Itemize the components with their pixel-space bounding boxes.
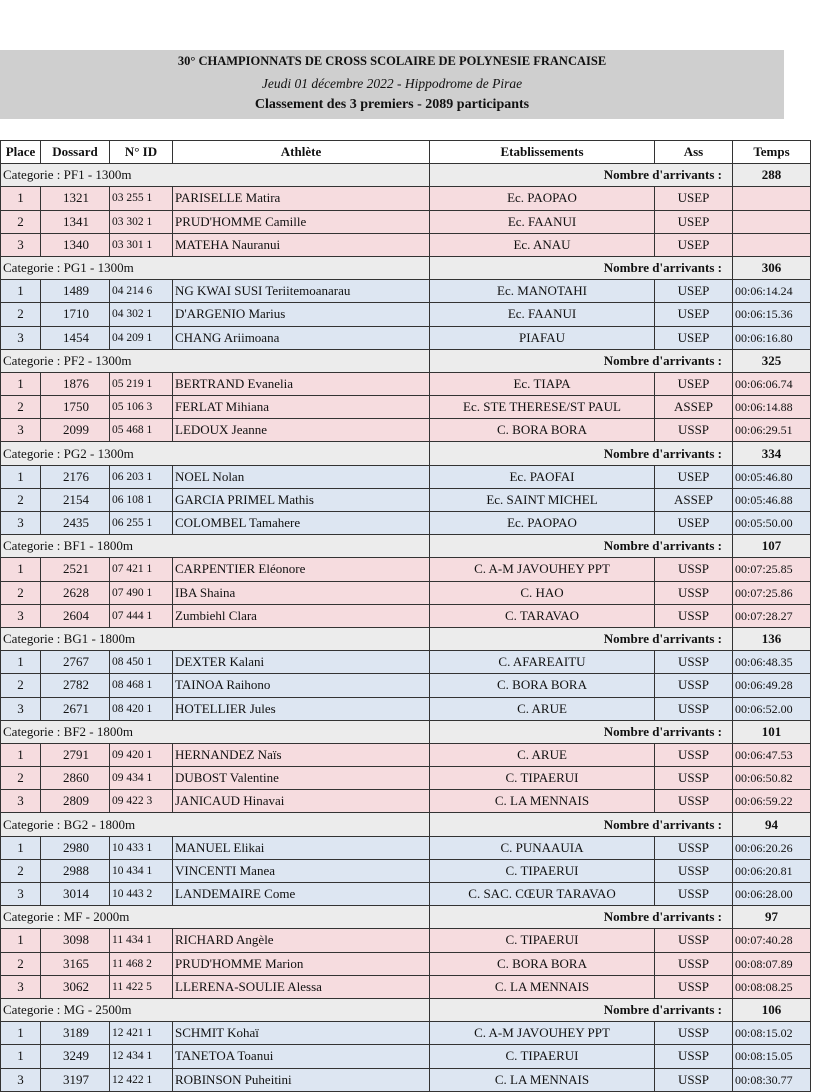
table-row — [1, 836, 811, 859]
etablissement-cell: C. A-M JAVOUHEY PPT — [430, 1022, 655, 1045]
ranking-title: Classement des 3 premiers - 2089 participants — [254, 97, 530, 112]
id-cell: 06 203 1 — [110, 465, 173, 488]
etablissement-cell: C. LA MENNAIS — [430, 975, 655, 998]
table-row — [1, 303, 811, 326]
time-cell: 00:06:50.82 — [733, 767, 811, 790]
etablissement-cell: Ec. ANAU — [430, 233, 655, 256]
time-cell: 00:06:59.22 — [733, 790, 811, 813]
dossard-cell: 1489 — [41, 280, 110, 303]
arrivals-label: Nombre d'arrivants : — [430, 349, 733, 372]
document-subtitle: Jeudi 01 décembre 2022 - Hippodrome de Pirae — [261, 76, 523, 91]
place-cell: 3 — [1, 697, 41, 720]
column-header-etablissement: Etablissements — [430, 141, 655, 164]
athlete-cell: LLERENA-SOULIE Alessa — [173, 975, 430, 998]
arrivals-label: Nombre d'arrivants : — [430, 627, 733, 650]
dossard-cell: 1710 — [41, 303, 110, 326]
ass-cell: USEP — [655, 303, 733, 326]
athlete-cell: JANICAUD Hinavai — [173, 790, 430, 813]
athlete-cell: HERNANDEZ Naïs — [173, 743, 430, 766]
ass-cell: USSP — [655, 1045, 733, 1068]
ass-cell: USSP — [655, 767, 733, 790]
ass-cell: USEP — [655, 210, 733, 233]
id-cell: 10 434 1 — [110, 859, 173, 882]
category-label: Categorie : PG2 - 1300m — [1, 442, 430, 465]
table-row — [1, 581, 811, 604]
time-cell: 00:06:49.28 — [733, 674, 811, 697]
ass-cell: USSP — [655, 1068, 733, 1091]
place-cell: 3 — [1, 790, 41, 813]
category-label: Categorie : BF1 - 1800m — [1, 535, 430, 558]
table-row — [1, 465, 811, 488]
table-row — [1, 558, 811, 581]
table-row — [1, 929, 811, 952]
etablissement-cell: Ec. SAINT MICHEL — [430, 488, 655, 511]
place-cell: 2 — [1, 767, 41, 790]
time-cell: 00:08:15.02 — [733, 1022, 811, 1045]
etablissement-cell: C. SAC. CŒUR TARAVAO — [430, 883, 655, 906]
ass-cell: USSP — [655, 581, 733, 604]
ass-cell: USSP — [655, 604, 733, 627]
etablissement-cell: C. TARAVAO — [430, 604, 655, 627]
category-row — [1, 349, 811, 372]
category-row — [1, 256, 811, 279]
category-label: Categorie : PF2 - 1300m — [1, 349, 430, 372]
place-cell: 2 — [1, 581, 41, 604]
etablissement-cell: C. TIPAERUI — [430, 1045, 655, 1068]
time-cell: 00:06:14.88 — [733, 396, 811, 419]
arrivals-label: Nombre d'arrivants : — [430, 535, 733, 558]
id-cell: 10 443 2 — [110, 883, 173, 906]
ass-cell: USEP — [655, 187, 733, 210]
place-cell: 1 — [1, 558, 41, 581]
ass-cell: USSP — [655, 859, 733, 882]
athlete-cell: PRUD'HOMME Marion — [173, 952, 430, 975]
time-cell — [733, 210, 811, 233]
place-cell: 3 — [1, 233, 41, 256]
place-cell: 1 — [1, 1022, 41, 1045]
time-cell: 00:06:20.26 — [733, 836, 811, 859]
athlete-cell: Zumbiehl Clara — [173, 604, 430, 627]
athlete-cell: IBA Shaina — [173, 581, 430, 604]
table-row — [1, 743, 811, 766]
athlete-cell: VINCENTI Manea — [173, 859, 430, 882]
athlete-cell: TAINOA Raihono — [173, 674, 430, 697]
athlete-cell: D'ARGENIO Marius — [173, 303, 430, 326]
category-label: Categorie : BG1 - 1800m — [1, 627, 430, 650]
id-cell: 09 434 1 — [110, 767, 173, 790]
dossard-cell: 3062 — [41, 975, 110, 998]
time-cell: 00:06:20.81 — [733, 859, 811, 882]
arrivals-label: Nombre d'arrivants : — [430, 256, 733, 279]
ass-cell: USSP — [655, 743, 733, 766]
dossard-cell: 1340 — [41, 233, 110, 256]
column-header-temps: Temps — [733, 141, 811, 164]
category-row — [1, 535, 811, 558]
id-cell: 10 433 1 — [110, 836, 173, 859]
id-cell: 07 490 1 — [110, 581, 173, 604]
document-header — [0, 50, 784, 119]
table-row — [1, 975, 811, 998]
table-row — [1, 326, 811, 349]
dossard-cell: 2988 — [41, 859, 110, 882]
ass-cell: USEP — [655, 372, 733, 395]
dossard-cell: 2809 — [41, 790, 110, 813]
arrivals-label: Nombre d'arrivants : — [430, 164, 733, 187]
id-cell: 12 421 1 — [110, 1022, 173, 1045]
dossard-cell: 2782 — [41, 674, 110, 697]
athlete-cell: PRUD'HOMME Camille — [173, 210, 430, 233]
place-cell: 3 — [1, 883, 41, 906]
athlete-cell: NG KWAI SUSI Teriitemoanarau — [173, 280, 430, 303]
ass-cell: USSP — [655, 1022, 733, 1045]
id-cell: 08 450 1 — [110, 651, 173, 674]
ass-cell: USEP — [655, 465, 733, 488]
id-cell: 05 219 1 — [110, 372, 173, 395]
id-cell: 03 255 1 — [110, 187, 173, 210]
arrivals-count: 97 — [733, 906, 811, 929]
ass-cell: USSP — [655, 975, 733, 998]
table-row — [1, 651, 811, 674]
athlete-cell: MATEHA Nauranui — [173, 233, 430, 256]
table-row — [1, 1022, 811, 1045]
etablissement-cell: C. LA MENNAIS — [430, 790, 655, 813]
category-row — [1, 998, 811, 1021]
athlete-cell: LEDOUX Jeanne — [173, 419, 430, 442]
etablissement-cell: C. A-M JAVOUHEY PPT — [430, 558, 655, 581]
etablissement-cell: C. TIPAERUI — [430, 767, 655, 790]
dossard-cell: 1750 — [41, 396, 110, 419]
place-cell: 1 — [1, 836, 41, 859]
arrivals-label: Nombre d'arrivants : — [430, 998, 733, 1021]
ass-cell: USSP — [655, 697, 733, 720]
place-cell: 2 — [1, 303, 41, 326]
arrivals-count: 106 — [733, 998, 811, 1021]
arrivals-label: Nombre d'arrivants : — [430, 442, 733, 465]
id-cell: 07 444 1 — [110, 604, 173, 627]
ass-cell: USSP — [655, 651, 733, 674]
column-header-id: N° ID — [110, 141, 173, 164]
id-cell: 03 302 1 — [110, 210, 173, 233]
dossard-cell: 3189 — [41, 1022, 110, 1045]
time-cell — [733, 187, 811, 210]
time-cell: 00:07:40.28 — [733, 929, 811, 952]
athlete-cell: BERTRAND Evanelia — [173, 372, 430, 395]
etablissement-cell: C. ARUE — [430, 697, 655, 720]
athlete-cell: PARISELLE Matira — [173, 187, 430, 210]
place-cell: 3 — [1, 326, 41, 349]
ass-cell: USEP — [655, 512, 733, 535]
etablissement-cell: C. LA MENNAIS — [430, 1068, 655, 1091]
time-cell: 00:08:07.89 — [733, 952, 811, 975]
athlete-cell: RICHARD Angèle — [173, 929, 430, 952]
athlete-cell: ROBINSON Puheitini — [173, 1068, 430, 1091]
column-header-ass: Ass — [655, 141, 733, 164]
time-cell: 00:05:46.80 — [733, 465, 811, 488]
place-cell: 3 — [1, 512, 41, 535]
arrivals-count: 107 — [733, 535, 811, 558]
dossard-cell: 3165 — [41, 952, 110, 975]
table-row — [1, 419, 811, 442]
id-cell: 11 468 2 — [110, 952, 173, 975]
athlete-cell: CARPENTIER Eléonore — [173, 558, 430, 581]
ass-cell: ASSEP — [655, 488, 733, 511]
id-cell: 08 420 1 — [110, 697, 173, 720]
arrivals-count: 288 — [733, 164, 811, 187]
category-row — [1, 627, 811, 650]
ass-cell: USSP — [655, 952, 733, 975]
table-row — [1, 767, 811, 790]
id-cell: 03 301 1 — [110, 233, 173, 256]
etablissement-cell: Ec. TIAPA — [430, 372, 655, 395]
ass-cell: USSP — [655, 419, 733, 442]
time-cell: 00:08:30.77 — [733, 1068, 811, 1091]
ass-cell: USEP — [655, 233, 733, 256]
document-title: 30° CHAMPIONNATS DE CROSS SCOLAIRE DE POLYNESIE FRANCAISE — [177, 54, 607, 68]
etablissement-cell: C. BORA BORA — [430, 952, 655, 975]
dossard-cell: 3249 — [41, 1045, 110, 1068]
place-cell: 1 — [1, 372, 41, 395]
column-header-dossard: Dossard — [41, 141, 110, 164]
arrivals-count: 334 — [733, 442, 811, 465]
place-cell: 1 — [1, 1045, 41, 1068]
dossard-cell: 2980 — [41, 836, 110, 859]
time-cell: 00:05:50.00 — [733, 512, 811, 535]
id-cell: 11 434 1 — [110, 929, 173, 952]
table-row — [1, 1045, 811, 1068]
athlete-cell: LANDEMAIRE Come — [173, 883, 430, 906]
dossard-cell: 2628 — [41, 581, 110, 604]
id-cell: 05 468 1 — [110, 419, 173, 442]
id-cell: 06 108 1 — [110, 488, 173, 511]
etablissement-cell: Ec. FAANUI — [430, 303, 655, 326]
table-row — [1, 674, 811, 697]
ass-cell: USSP — [655, 558, 733, 581]
id-cell: 06 255 1 — [110, 512, 173, 535]
category-row — [1, 813, 811, 836]
dossard-cell: 2767 — [41, 651, 110, 674]
ass-cell: USEP — [655, 326, 733, 349]
etablissement-cell: C. PUNAAUIA — [430, 836, 655, 859]
dossard-cell: 3197 — [41, 1068, 110, 1091]
time-cell: 00:07:25.85 — [733, 558, 811, 581]
place-cell: 1 — [1, 651, 41, 674]
etablissement-cell: Ec. PAOPAO — [430, 512, 655, 535]
ass-cell: USEP — [655, 280, 733, 303]
place-cell: 3 — [1, 975, 41, 998]
arrivals-count: 306 — [733, 256, 811, 279]
etablissement-cell: Ec. FAANUI — [430, 210, 655, 233]
table-row — [1, 187, 811, 210]
table-header-row — [1, 141, 811, 164]
time-cell: 00:08:08.25 — [733, 975, 811, 998]
etablissement-cell: C. BORA BORA — [430, 419, 655, 442]
time-cell: 00:05:46.88 — [733, 488, 811, 511]
etablissement-cell: Ec. MANOTAHI — [430, 280, 655, 303]
table-row — [1, 488, 811, 511]
arrivals-label: Nombre d'arrivants : — [430, 813, 733, 836]
arrivals-count: 325 — [733, 349, 811, 372]
place-cell: 2 — [1, 488, 41, 511]
athlete-cell: TANETOA Toanui — [173, 1045, 430, 1068]
dossard-cell: 1876 — [41, 372, 110, 395]
athlete-cell: GARCIA PRIMEL Mathis — [173, 488, 430, 511]
category-label: Categorie : MG - 2500m — [1, 998, 430, 1021]
ass-cell: USSP — [655, 790, 733, 813]
results-table — [0, 140, 811, 1092]
table-row — [1, 883, 811, 906]
table-row — [1, 604, 811, 627]
id-cell: 08 468 1 — [110, 674, 173, 697]
dossard-cell: 1321 — [41, 187, 110, 210]
ass-cell: ASSEP — [655, 396, 733, 419]
arrivals-count: 101 — [733, 720, 811, 743]
column-header-place: Place — [1, 141, 41, 164]
time-cell: 00:06:14.24 — [733, 280, 811, 303]
table-row — [1, 859, 811, 882]
dossard-cell: 2791 — [41, 743, 110, 766]
table-row — [1, 396, 811, 419]
id-cell: 11 422 5 — [110, 975, 173, 998]
id-cell: 05 106 3 — [110, 396, 173, 419]
etablissement-cell: Ec. PAOFAI — [430, 465, 655, 488]
place-cell: 1 — [1, 187, 41, 210]
id-cell: 12 434 1 — [110, 1045, 173, 1068]
dossard-cell: 3098 — [41, 929, 110, 952]
place-cell: 2 — [1, 859, 41, 882]
dossard-cell: 3014 — [41, 883, 110, 906]
etablissement-cell: Ec. PAOPAO — [430, 187, 655, 210]
time-cell: 00:06:06.74 — [733, 372, 811, 395]
table-row — [1, 697, 811, 720]
place-cell: 2 — [1, 674, 41, 697]
etablissement-cell: C. TIPAERUI — [430, 859, 655, 882]
dossard-cell: 2604 — [41, 604, 110, 627]
ass-cell: USSP — [655, 883, 733, 906]
athlete-cell: COLOMBEL Tamahere — [173, 512, 430, 535]
arrivals-label: Nombre d'arrivants : — [430, 720, 733, 743]
time-cell: 00:07:28.27 — [733, 604, 811, 627]
place-cell: 3 — [1, 419, 41, 442]
table-row — [1, 280, 811, 303]
time-cell: 00:06:47.53 — [733, 743, 811, 766]
athlete-cell: NOEL Nolan — [173, 465, 430, 488]
category-label: Categorie : BG2 - 1800m — [1, 813, 430, 836]
athlete-cell: DUBOST Valentine — [173, 767, 430, 790]
category-row — [1, 442, 811, 465]
id-cell: 04 302 1 — [110, 303, 173, 326]
time-cell — [733, 233, 811, 256]
time-cell: 00:06:52.00 — [733, 697, 811, 720]
etablissement-cell: C. TIPAERUI — [430, 929, 655, 952]
id-cell: 09 420 1 — [110, 743, 173, 766]
category-row — [1, 720, 811, 743]
dossard-cell: 2099 — [41, 419, 110, 442]
place-cell: 2 — [1, 396, 41, 419]
athlete-cell: CHANG Ariimoana — [173, 326, 430, 349]
table-row — [1, 210, 811, 233]
dossard-cell: 1341 — [41, 210, 110, 233]
athlete-cell: SCHMIT Kohaï — [173, 1022, 430, 1045]
id-cell: 04 209 1 — [110, 326, 173, 349]
etablissement-cell: Ec. STE THERESE/ST PAUL — [430, 396, 655, 419]
time-cell: 00:07:25.86 — [733, 581, 811, 604]
category-row — [1, 906, 811, 929]
etablissement-cell: C. HAO — [430, 581, 655, 604]
etablissement-cell: C. AFAREAITU — [430, 651, 655, 674]
time-cell: 00:08:15.05 — [733, 1045, 811, 1068]
place-cell: 3 — [1, 604, 41, 627]
ass-cell: USSP — [655, 929, 733, 952]
id-cell: 12 422 1 — [110, 1068, 173, 1091]
arrivals-count: 136 — [733, 627, 811, 650]
ass-cell: USSP — [655, 836, 733, 859]
dossard-cell: 2671 — [41, 697, 110, 720]
category-row — [1, 164, 811, 187]
dossard-cell: 2154 — [41, 488, 110, 511]
place-cell: 2 — [1, 210, 41, 233]
time-cell: 00:06:28.00 — [733, 883, 811, 906]
etablissement-cell: PIAFAU — [430, 326, 655, 349]
place-cell: 1 — [1, 743, 41, 766]
place-cell: 1 — [1, 280, 41, 303]
arrivals-label: Nombre d'arrivants : — [430, 906, 733, 929]
table-row — [1, 790, 811, 813]
id-cell: 09 422 3 — [110, 790, 173, 813]
ass-cell: USSP — [655, 674, 733, 697]
place-cell: 1 — [1, 929, 41, 952]
place-cell: 3 — [1, 1068, 41, 1091]
table-row — [1, 512, 811, 535]
place-cell: 2 — [1, 952, 41, 975]
place-cell: 1 — [1, 465, 41, 488]
category-label: Categorie : PG1 - 1300m — [1, 256, 430, 279]
dossard-cell: 2860 — [41, 767, 110, 790]
etablissement-cell: C. BORA BORA — [430, 674, 655, 697]
column-header-athlete: Athlète — [173, 141, 430, 164]
time-cell: 00:06:16.80 — [733, 326, 811, 349]
athlete-cell: DEXTER Kalani — [173, 651, 430, 674]
id-cell: 07 421 1 — [110, 558, 173, 581]
athlete-cell: HOTELLIER Jules — [173, 697, 430, 720]
category-label: Categorie : PF1 - 1300m — [1, 164, 430, 187]
athlete-cell: MANUEL Elikai — [173, 836, 430, 859]
results-body — [1, 164, 811, 1092]
dossard-cell: 2176 — [41, 465, 110, 488]
table-row — [1, 233, 811, 256]
dossard-cell: 2435 — [41, 512, 110, 535]
table-row — [1, 952, 811, 975]
table-row — [1, 372, 811, 395]
category-label: Categorie : BF2 - 1800m — [1, 720, 430, 743]
etablissement-cell: C. ARUE — [430, 743, 655, 766]
arrivals-count: 94 — [733, 813, 811, 836]
time-cell: 00:06:29.51 — [733, 419, 811, 442]
time-cell: 00:06:15.36 — [733, 303, 811, 326]
dossard-cell: 2521 — [41, 558, 110, 581]
time-cell: 00:06:48.35 — [733, 651, 811, 674]
id-cell: 04 214 6 — [110, 280, 173, 303]
category-label: Categorie : MF - 2000m — [1, 906, 430, 929]
athlete-cell: FERLAT Mihiana — [173, 396, 430, 419]
dossard-cell: 1454 — [41, 326, 110, 349]
